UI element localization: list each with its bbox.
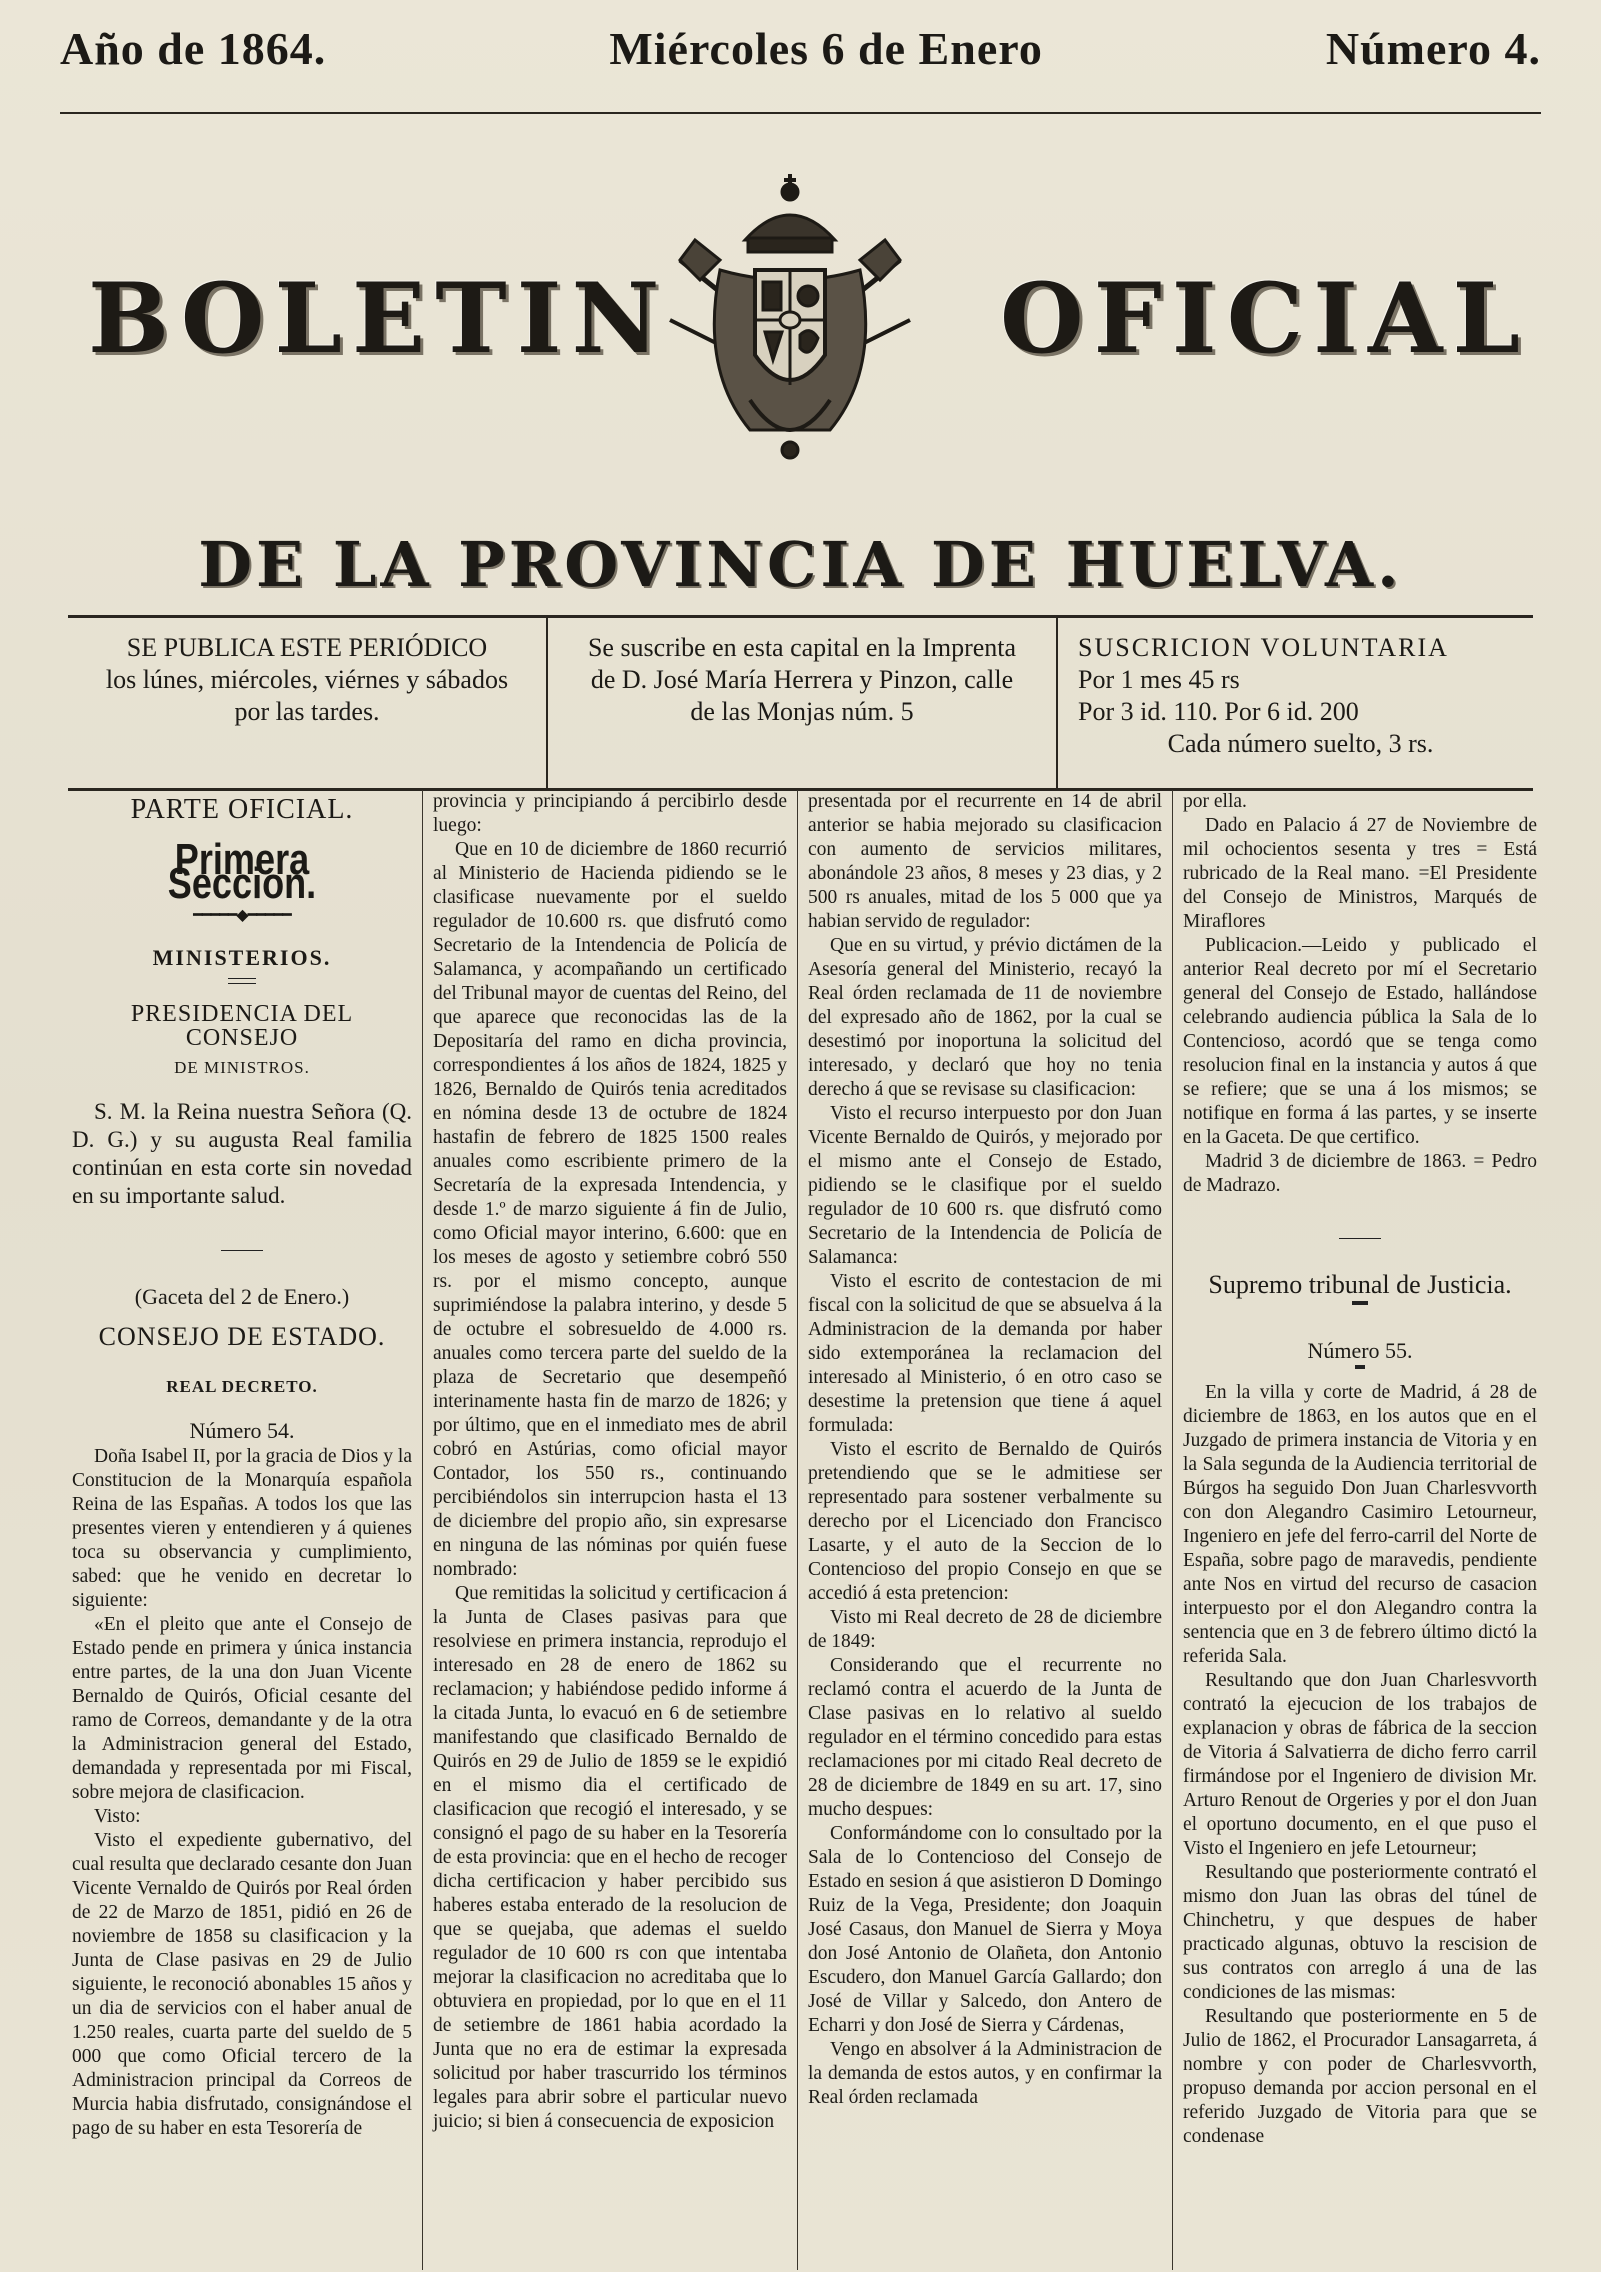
price-line: Por 1 mes 45 rs [1078, 665, 1240, 694]
masthead-right-word: OFICIAL [1000, 262, 1530, 375]
schedule-line: SE PUBLICA ESTE PERIÓDICO [126, 633, 488, 662]
paragraph: Visto mi Real decreto de 28 de diciembre de 1849: [808, 1607, 1162, 1652]
heading-supremo-tribunal: Supremo tribunal de Justicia. [1208, 1270, 1512, 1299]
price-line: Por 3 id. 110. Por 6 id. 200 [1078, 697, 1359, 726]
issue-number: Número 4. [1325, 23, 1541, 74]
section-heading-primera-seccion: Primera Seccion. [167, 835, 317, 908]
paragraph: «En el pleito que ante el Consejo de Estado pende en primera y única instancia entre partes, de la una don Juan Vicente Bernaldo de Quirós, Oficial cesante del ramo de Correos, demandante y de la otra la Administracion general del Estado, demandada y representada por mi Fiscal, sobre mejora de clasificacion. [72, 1614, 412, 1803]
subscription-prices [1058, 618, 1533, 788]
column-4 [1172, 790, 1547, 2270]
short-rule [1339, 1238, 1381, 1239]
paragraph: Visto el recurso interpuesto por don Juan Vicente Bernaldo de Quirós, y mejorado por el mismo ante el Consejo de Estado, pidiendo se le clasifique por el sueldo regulador de 10 600 rs. que disfrutó como Secretario de la Intendencia de Policía de Salamanca: [808, 1103, 1162, 1268]
paragraph: Visto el escrito de Bernaldo de Quirós pretendiendo que se le admitiese ser representado para sostener verbalmente su derecho por el Licenciado don Francisco Lasarte, y el auto de la Seccion de lo Contencioso del propio Consejo en que se accedió á esta pretencion: [808, 1439, 1162, 1604]
paragraph: Dado en Palacio á 27 de Noviembre de mil ochocientos sesenta y tres = Está rubricado de la Real mano. =El Presidente del Consejo de Ministros, Marqués de Miraflores [1183, 815, 1537, 932]
gaceta-reference: (Gaceta del 2 de Enero.) [134, 1284, 350, 1309]
short-bold-rule [1355, 1365, 1365, 1369]
short-bold-rule [1352, 1301, 1368, 1305]
paragraph: por ella. [1183, 791, 1247, 812]
schedule-line: los lúnes, miércoles, viérnes y sábados [105, 665, 509, 694]
issue-header [60, 22, 1541, 75]
paragraph: Considerando que el recurrente no reclamó contra el acuerdo de la Junta de Clase pasivas en lo relativo al sueldo regulador en el término concedido para estas reclamaciones por mi citado Real decreto de 28 de diciembre de 1849 en su art. 17, sino mucho despues: [808, 1655, 1162, 1820]
paragraph: Que en su virtud, y prévio dictámen de la Asesoría general del Ministerio, recayó la Real órden reclamada de 11 de noviembre del expresado año de 1862, por la cual se desestimó por inoportuna la solicitud del interesado, y declaró que hoy no tenia derecho á que se revisase su clasificacion: [808, 935, 1162, 1100]
paragraph: Doña Isabel II, por la gracia de Dios y la Constitucion de la Monarquía española Reina de las Españas. A todos los que las presentes vieren y entendieren y á quienes toca su observancia y cumplimiento, sabed: que he venido en decretar lo siguiente: [72, 1446, 412, 1611]
paragraph: provincia y principiando á percibirlo desde luego: [433, 791, 787, 836]
heading-consejo-de-estado: CONSEJO DE ESTADO. [98, 1322, 386, 1351]
heading-ministros: DE MINISTROS. [174, 1058, 310, 1077]
paragraph: Resultando que posteriormente en 5 de Julio de 1862, el Procurador Lansagarreta, á nombre y con poder de Charlesvvorth, propuso demanda por accion personal en el referido Juzgado de Vitoria para que se condenase [1183, 2006, 1537, 2147]
issue-year: Año de 1864. [60, 23, 327, 74]
paragraph-salud: S. M. la Reina nuestra Señora (Q. D. G.) y su augusta Real familia continúan en esta corte sin novedad en su importante salud. [72, 1099, 412, 1208]
paragraph: En la villa y corte de Madrid, á 28 de diciembre de 1863, en los autos que en el Juzgado de primera instancia de Vitoria y en la Sala segunda de la Audiencia territorial de Búrgos ha seguido Don Juan Charlesvvorth con don Alegandro Casimiro Letourneur, Ingeniero en jefe del ferro-carril del Norte de España, sobre pago de maravedis, pendiente ante Nos en virtud del recurso de casacion interpuesto por el don Alegandro contra la sentencia que en 3 de febrero último dictó la referida Sala. [1183, 1382, 1537, 1667]
heading-presidencia: PRESIDENCIA DEL CONSEJO [130, 1001, 354, 1051]
subscription-bar [68, 615, 1533, 791]
paragraph: Visto: [94, 1806, 141, 1827]
issue-date: Miércoles 6 de Enero [609, 23, 1043, 74]
heading-ministerios: MINISTERIOS. [152, 945, 332, 970]
subscription-address [548, 618, 1058, 788]
article-columns [62, 790, 1547, 2270]
address-line: de D. José María Herrera y Pinzon, calle [590, 665, 1014, 694]
paragraph: Visto el escrito de contestacion de mi fiscal con la solicitud de que se absuelva á la Administracion de la demanda por haber sido extemporánea la reclamacion del interesado al Ministerio, ó en otro caso se desestime la pretension que tiene á aquel formulada: [808, 1271, 1162, 1436]
sentence-number: Número 55. [1307, 1338, 1413, 1363]
paragraph: Que en 10 de diciembre de 1860 recurrió al Ministerio de Hacienda pidiendo se le clasificase nuevamente por el sueldo regulador de 10.600 rs. que disfrutó como Secretario de la Intendencia de Policía de Salamanca, y acompañando un certificado del Tribunal mayor de cuentas del Reino, del que aparece que reconocidas las de la Depositaría del ramo en dicha provincia, correspondientes á los años de 1824, 1825 y 1826, Bernaldo de Quirós tenia acreditados en nómina desde 13 de octubre de 1824 hastafin de febrero de 1825 1500 reales anuales como escribiente primero de la Secretaría de la expresada Intendencia, y desde 1.º de marzo siguiente á fin de Julio, como Oficial mayor interino, 6.600: que en los meses de agosto y setiembre cobró 550 rs. por el mismo concepto, aunque suprimiéndose la palabra interino, y desde 5 de octubre el sobresueldo de 4.000 rs. anuales como tercera parte del sueldo de la plaza de Secretario que desempeñó interinamente hasta fin de marzo de 1826; y por último, que en el inmediato mes de abril cobró en Astúrias, como oficial mayor Contador, los 550 rs., continuando percibiéndolos sin interrupcion hasta el 13 de diciembre del propio año, sin expresarse en ninguna de las nóminas por quién fuese nombrado: [433, 839, 787, 1580]
address-line: de las Monjas núm. 5 [690, 697, 914, 726]
paragraph: Resultando que posteriormente contrató el mismo don Juan las obras del túnel de Chinchetru, y que despues de haber practicado algunas, obtuvo la rescision de sus contratos con arreglo á una de las condiciones de las mismas: [1183, 1862, 1537, 2003]
paragraph: presentada por el recurrente en 14 de abril anterior se habia mejorado su clasificacion con aumento de servicios militares, abonándole 23 años, 8 meses y 23 dias, y 2 500 rs anuales, mitad de los 5 000 que ya habian servido de regulador: [808, 791, 1162, 932]
price-line: Cada número suelto, 3 rs. [1167, 729, 1434, 758]
heading-real-decreto: REAL DECRETO. [166, 1377, 318, 1396]
header-rule [60, 112, 1541, 114]
paragraph: Visto el expediente gubernativo, del cual resulta que declarado cesante don Juan Vicente Vernaldo de Quirós por Real órden de 22 de Marzo de 1851, pidió en 26 de noviembre de 1858 su clasificacion y la Junta de Clase pasivas en 29 de Julio siguiente, le reconoció abonables 15 años y un dia de servicios con el haber anual de 1.250 reales, cuarta parte del sueldo de 5 000 que como Oficial tercero de la Administracion principal da Correos de Murcia habia disfrutado, consignándose el pago de su haber en esta Tesorería de [72, 1830, 413, 2139]
paragraph: Madrid 3 de diciembre de 1863. = Pedro de Madrazo. [1183, 1151, 1537, 1196]
paragraph: Resultando que don Juan Charlesvvorth contrató la ejecucion de los trabajos de explanacion y obras de fábrica de la seccion de Vitoria á Salvatierra de dicho ferro carril firmándose por el Ingeniero de division Mr. Arturo Renout de Orgeries y por el don Juan el oportuno documento, en el que puso el Visto el Ingeniero en jefe Letourneur; [1183, 1670, 1537, 1859]
address-line: Se suscribe en esta capital en la Imprenta [587, 633, 1017, 662]
prices-heading: SUSCRICION VOLUNTARIA [1078, 633, 1449, 662]
paragraph: Vengo en absolver á la Administracion de la demanda de estos autos, y en confirmar la Real órden reclamada [808, 2039, 1162, 2108]
short-rule [221, 1250, 263, 1251]
ornament-divider: ━━━━━◆━━━━━ [193, 907, 291, 924]
masthead-left-word: BOLETIN [88, 262, 670, 375]
royal-coat-of-arms-icon [660, 170, 920, 470]
column-2 [422, 790, 797, 2270]
masthead-subtitle: DE LA PROVINCIA DE HUELVA. [198, 528, 1403, 601]
column-1 [62, 790, 422, 2270]
section-heading-parte-oficial: PARTE OFICIAL. [130, 794, 354, 825]
paragraph: Publicacion.—Leido y publicado el anterior Real decreto por mí el Secretario general del Consejo de Estado, hallándose celebrando audiencia pública la Sala de lo Contencioso, acordó que se tenga como resolucion final en la instancia y autos á que se refiere; que se una á los mismos; se notifique en forma á las partes, y se inserte en la Gaceta. De que certifico. [1183, 935, 1537, 1148]
paragraph: Que remitidas la solicitud y certificacion á la Junta de Clases pasivas para que resolviese en primera instancia, reprodujo el interesado en 28 de enero de 1862 su reclamacion; y habiéndose pedido informe á la citada Junta, lo evacuó en 6 de setiembre manifestando que clasificado Bernaldo de Quirós en 29 de Julio de 1859 se le expidió en el mismo dia el certificado de clasificacion que recogió el interesado, y se consignó el pago de su haber en la Tesorería de esta provincia: que en el hecho de recoger dicha certificacion y haber percibido sus haberes estaba enterado de la resolucion de que se quejaba, que ademas el sueldo regulador de 10 600 rs con que intentaba mejorar la clasificacion no acreditaba que lo obtuviera en propiedad, por lo que en el 11 de setiembre de 1861 habia acordado la Junta que no era de estimar la expresada solicitud por haber trascurrido los términos legales para abrir sobre el particular nuevo juicio; si bien á consecuencia de exposicion [433, 1583, 787, 2132]
short-double-rule [228, 978, 256, 984]
decree-number: Número 54. [189, 1418, 295, 1443]
schedule-line: por las tardes. [234, 697, 380, 726]
paragraph: Conformándome con lo consultado por la Sala de lo Contencioso del Consejo de Estado en sesion á que asistieron D Domingo Ruiz de la Vega, Presidente; don Joaquin José Casaus, don Manuel de Sierra y Moya don José Antonio de Olañeta, don Antonio Escudero, don Manuel García Gallardo; don José de Villar y Salcedo, don Antero de Echarri y don José de Sierra y Cárdenas, [808, 1823, 1162, 2036]
column-3 [797, 790, 1172, 2270]
publication-schedule [68, 618, 548, 788]
